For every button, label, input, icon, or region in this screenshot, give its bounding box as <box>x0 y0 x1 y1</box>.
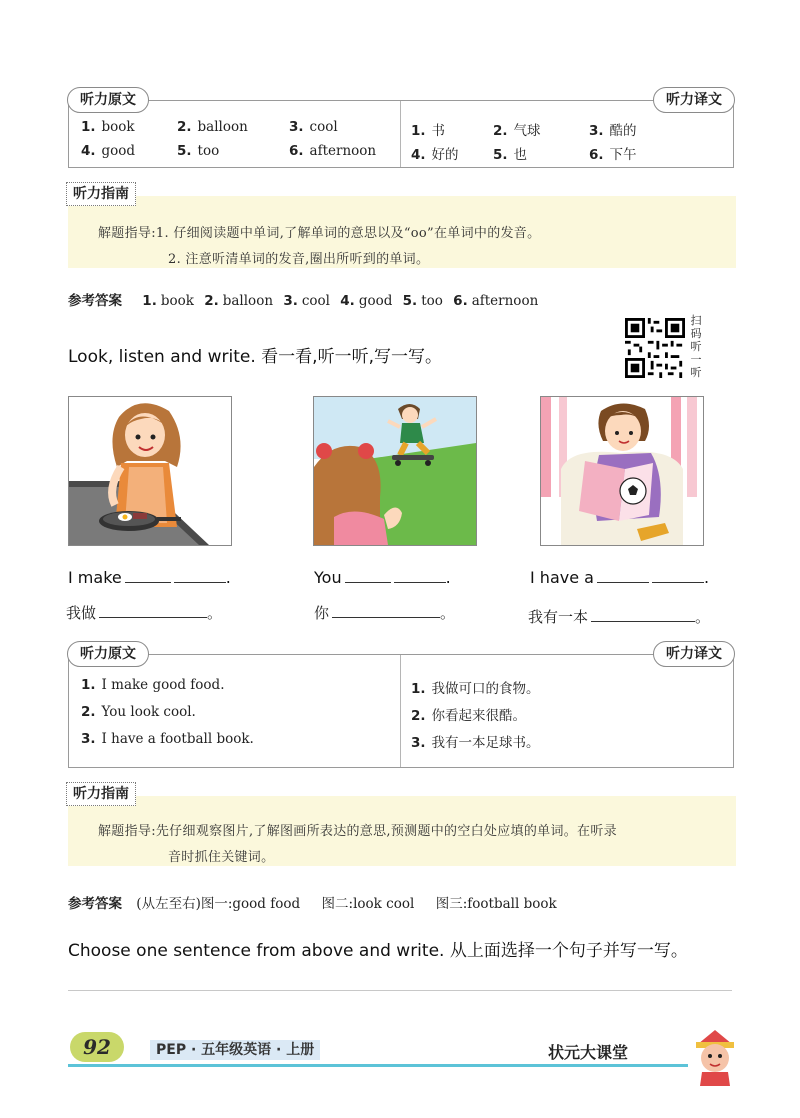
translation-item: 3. 酷的 <box>589 123 637 139</box>
translation-item: 5. 也 <box>493 147 528 163</box>
brand-name: 状元大课堂 <box>548 1043 629 1062</box>
blank-line[interactable] <box>591 607 695 622</box>
listening-guide-tag: 听力指南 <box>66 782 136 806</box>
box-divider <box>400 655 401 767</box>
footer-band <box>68 1064 688 1067</box>
word-item: 4. good <box>81 143 136 159</box>
listening-guide-1 <box>68 186 736 268</box>
blank-line[interactable] <box>652 568 704 583</box>
book-title: PEP · 五年级英语 · 上册 <box>150 1040 320 1060</box>
page-number: 92 <box>70 1032 124 1062</box>
instruction-look-listen-write: Look, listen and write. 看一看,听一听,写一写。 <box>68 347 442 367</box>
fill-sentence-3-cn: 我有一本 。 <box>528 608 711 626</box>
word-item: 1. book <box>81 119 135 135</box>
answers-text: (从左至右)图一:good food 图二:look cool 图三:football book <box>136 896 557 912</box>
box-divider <box>400 101 401 167</box>
guide-line: 音时抓住关键词。 <box>168 850 275 865</box>
word-item: 6. afternoon <box>289 143 377 159</box>
listening-original-tag: 听力原文 <box>67 87 149 113</box>
translation-item: 3. 我有一本足球书。 <box>411 735 540 751</box>
translation-item: 4. 好的 <box>411 147 459 163</box>
answers-label: 参考答案 <box>68 293 122 309</box>
sentence-item: 3. I have a football book. <box>81 731 254 747</box>
fill-sentence-2-en: You . <box>314 568 451 587</box>
reference-answers-1: 参考答案 1. book 2. balloon 3. cool 4. good 5. too 6. afternoon <box>68 293 539 309</box>
fill-sentence-1-cn: 我做 。 <box>66 604 223 622</box>
guide-line: 2. 注意听清单词的发音,圈出所听到的单词。 <box>168 252 430 267</box>
answers-label: 参考答案 <box>68 896 122 912</box>
sentence-item: 2. You look cool. <box>81 704 196 720</box>
picture-cooking-girl <box>68 396 232 546</box>
picture-girl-watching-skateboarder <box>313 396 477 546</box>
listening-original-tag: 听力原文 <box>67 641 149 667</box>
translation-item: 6. 下午 <box>589 147 637 163</box>
listening-guide-tag: 听力指南 <box>66 182 136 206</box>
word-item: 2. balloon <box>177 119 248 135</box>
translation-item: 2. 气球 <box>493 123 541 139</box>
qr-caption: 扫码听一听 <box>690 314 702 379</box>
listening-box-1 <box>68 92 734 168</box>
reference-answers-2 <box>68 892 557 912</box>
blank-line[interactable] <box>597 568 649 583</box>
blank-line[interactable] <box>99 603 207 618</box>
sentence-item: 1. I make good food. <box>81 677 225 693</box>
guide-line: 解题指导:1. 仔细阅读题中单词,了解单词的意思以及“oo”在单词中的发音。 <box>98 226 541 241</box>
listening-translation-tag: 听力译文 <box>653 87 735 113</box>
mascot-icon <box>690 1026 740 1086</box>
listening-box-2 <box>68 646 734 768</box>
blank-line[interactable] <box>125 568 171 583</box>
guide-line: 解题指导:先仔细观察图片,了解图画所表达的意思,预测题中的空白处应填的单词。在听录 <box>98 824 617 839</box>
fill-sentence-1-en: I make . <box>68 568 231 587</box>
blank-line[interactable] <box>174 568 226 583</box>
listening-guide-2 <box>68 786 736 866</box>
blank-line[interactable] <box>345 568 391 583</box>
picture-boy-reading-football-book <box>540 396 704 546</box>
word-item: 3. cool <box>289 119 338 135</box>
writing-rule-line[interactable] <box>68 990 732 991</box>
translation-item: 1. 书 <box>411 123 446 139</box>
word-item: 5. too <box>177 143 220 159</box>
fill-sentence-2-cn: 你 。 <box>314 604 456 622</box>
fill-sentence-3-en: I have a . <box>530 568 710 587</box>
listening-translation-tag: 听力译文 <box>653 641 735 667</box>
translation-item: 1. 我做可口的食物。 <box>411 681 540 697</box>
qr-code-icon[interactable] <box>624 318 686 378</box>
blank-line[interactable] <box>332 603 440 618</box>
instruction-choose-sentence: Choose one sentence from above and write. 从上面选择一个句子并写一写。 <box>68 941 688 961</box>
translation-item: 2. 你看起来很酷。 <box>411 708 527 724</box>
blank-line[interactable] <box>394 568 446 583</box>
